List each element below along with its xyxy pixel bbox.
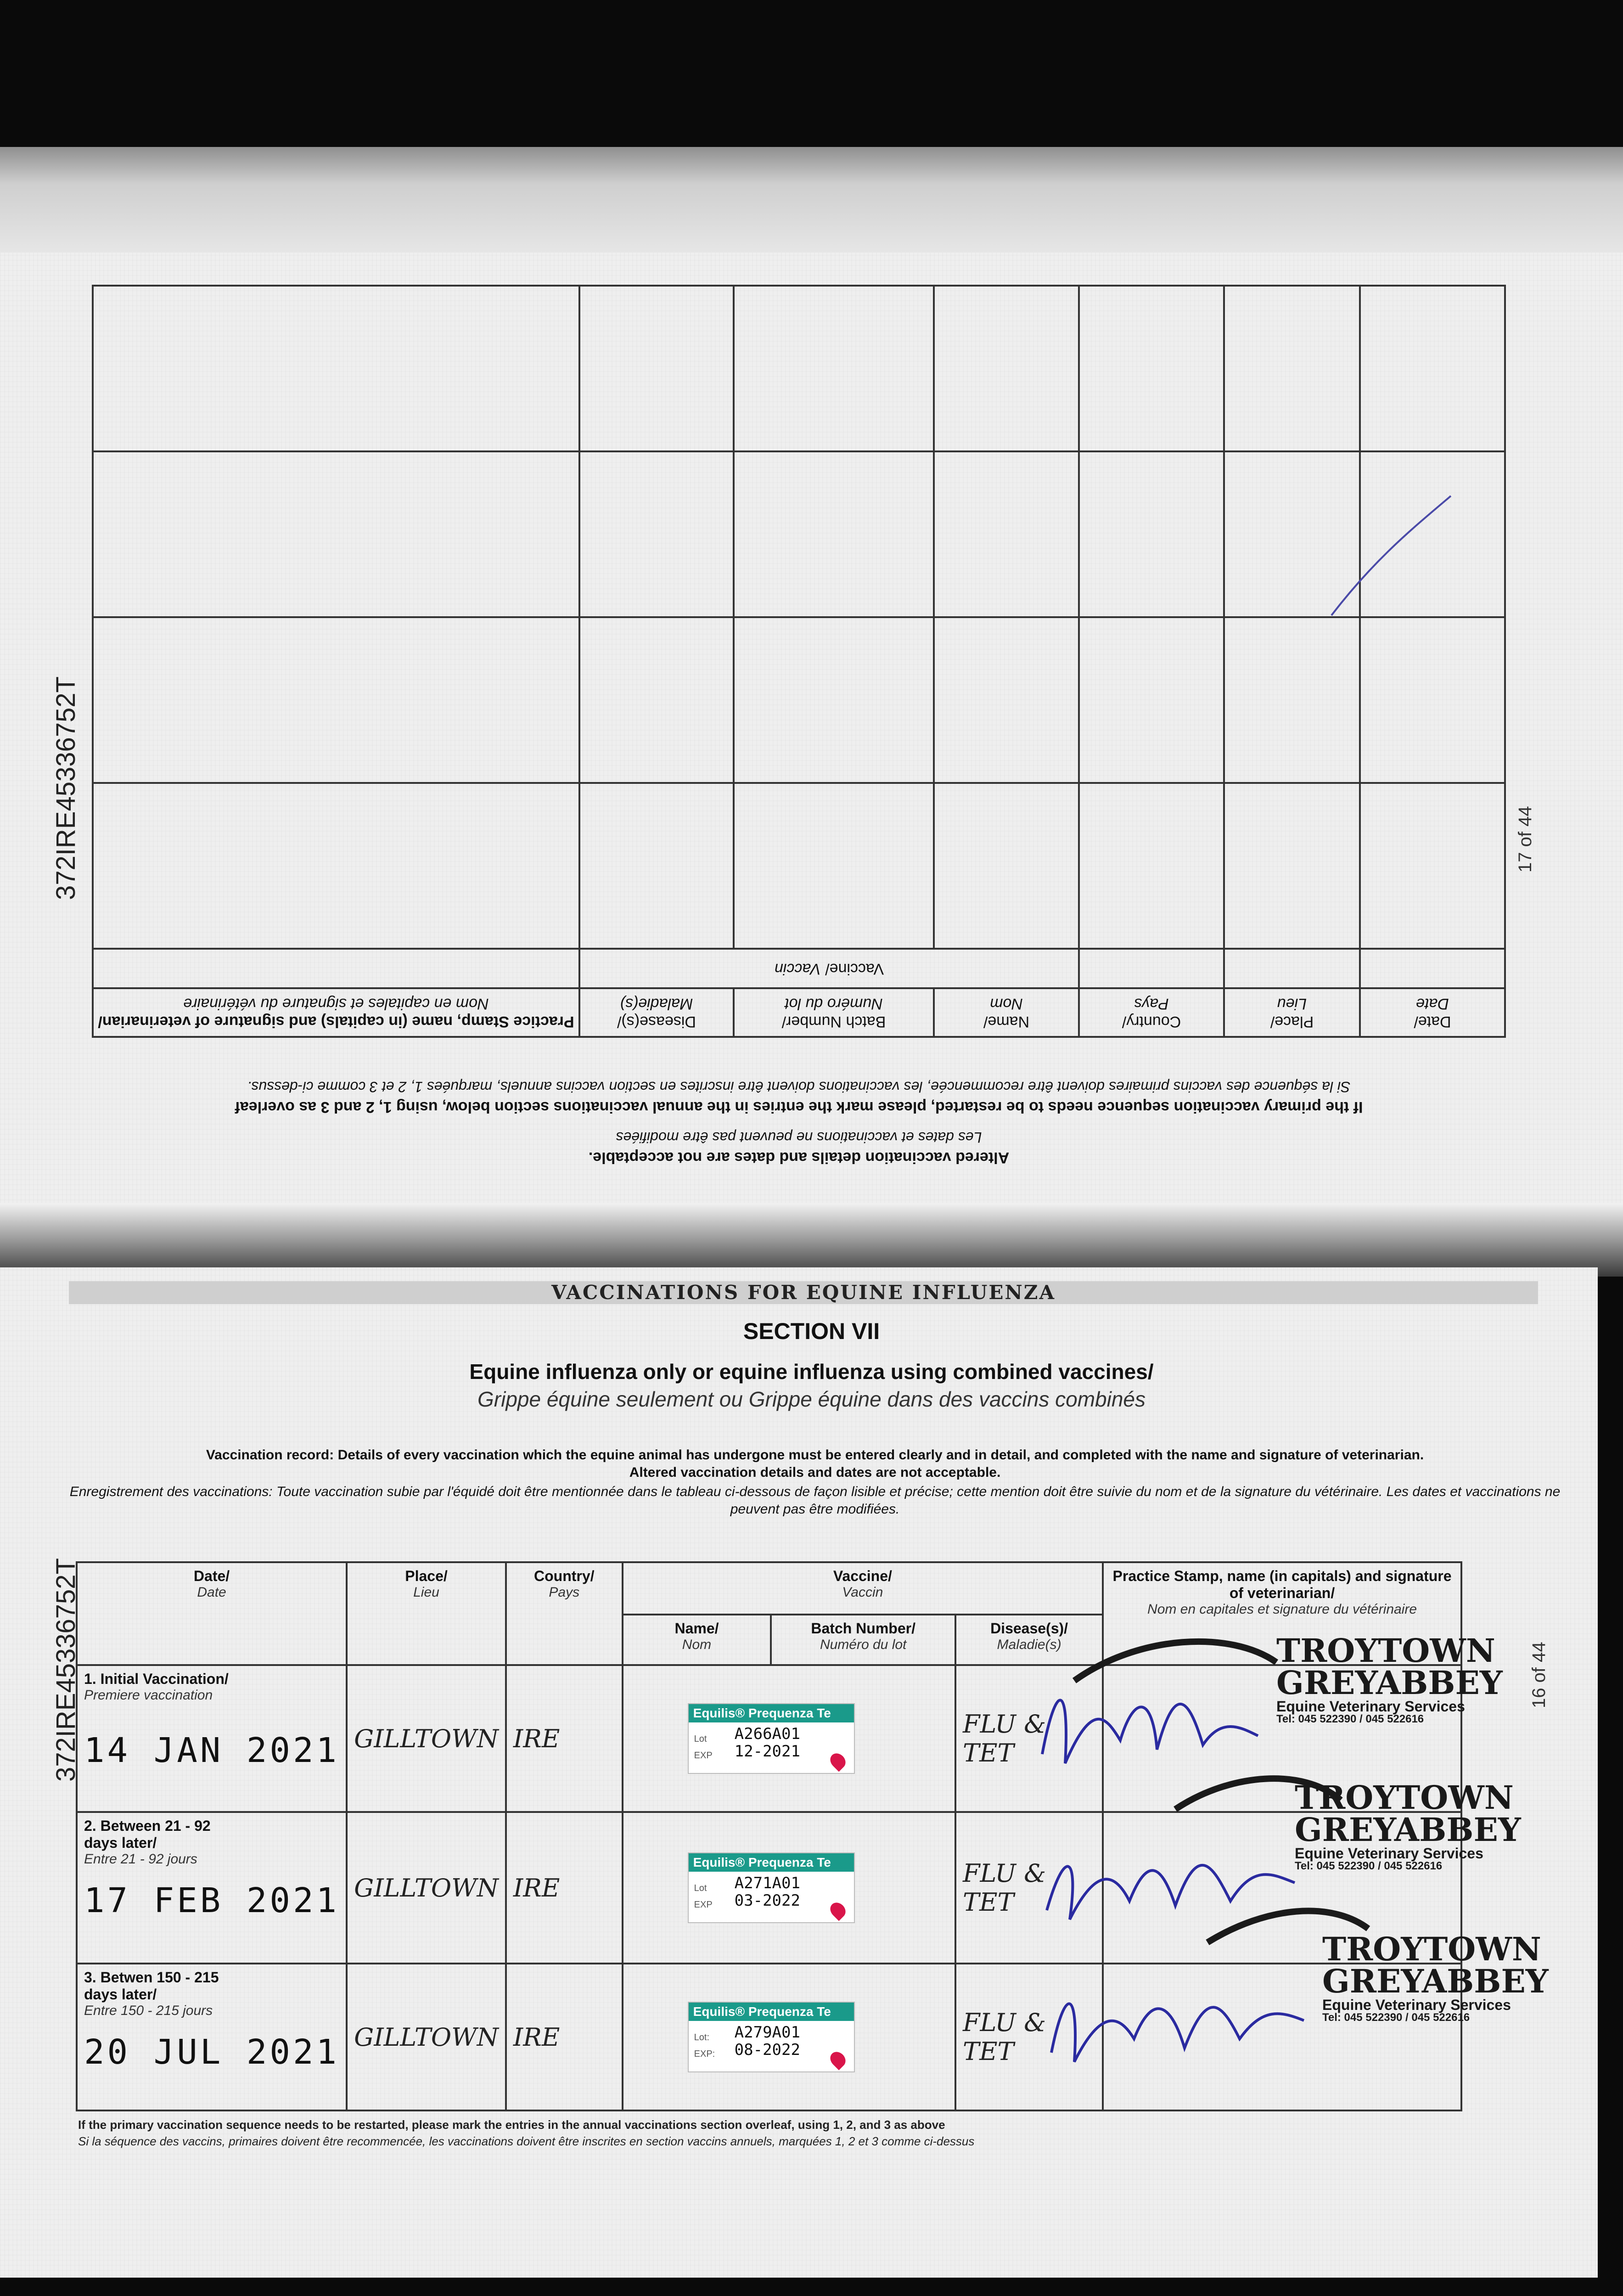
upper-header-date-fr: Date <box>1416 995 1449 1013</box>
upper-cell <box>1360 286 1505 451</box>
footer-note-fr: Si la séquence des vaccins, primaires doivent être recommencée, les vaccinations doivent être inscrites en section vaccins annuels, marquées 1, 2 et 3 comme ci-dessus <box>78 2134 975 2148</box>
stamp-and-signature-marks <box>1038 1626 1566 2122</box>
row-1-batch-number: A266A01 <box>734 1725 800 1743</box>
row-1-label-en: 1. Initial Vaccination/ <box>84 1671 229 1687</box>
row-1-sticker-labels <box>694 1731 713 1764</box>
record-instructions-fr: Enregistrement des vaccinations: Toute vaccination subie par l'équidé doit être mentionnée dans le tableau ci-dessous de façon lisible et précise; cette mention doit être suivie du nom et de la signature du vétérinaire. Les dates et vaccinations ne peuvent pas être modifiées. <box>69 1484 1561 1517</box>
upper-cell <box>1079 783 1224 949</box>
table-header-row <box>77 1562 1461 1615</box>
stamp-2-line2: GREYABBEY <box>1295 1811 1521 1849</box>
upper-cell <box>1360 783 1505 949</box>
row-1-label-fr: Premiere vaccination <box>84 1688 213 1703</box>
stamp-1-line1: TROYTOWN <box>1276 1632 1495 1670</box>
upper-cell <box>934 286 1079 451</box>
header-place <box>347 1562 506 1665</box>
upper-cell <box>734 286 934 451</box>
row-2-date-stamp: 17 FEB 2021 <box>84 1881 340 1920</box>
upper-empty-row <box>93 783 1505 949</box>
row-3-sticker-labels <box>694 2029 715 2062</box>
header-name <box>623 1615 771 1665</box>
stamp-1-line4: Tel: 045 522390 / 045 522616 <box>1276 1713 1424 1725</box>
record-instructions-en: Vaccination record: Details of every vaccination which the equine animal has undergone must be entered clearly and in detail, and completed with the name and signature of veterinarian. <box>206 1447 1424 1463</box>
upper-empty-row <box>93 617 1505 783</box>
book-spine-fold <box>0 1203 1623 1277</box>
upper-cell <box>734 617 934 783</box>
header-vaccine-fr: Vaccin <box>842 1585 883 1600</box>
upper-header-stamp <box>93 988 579 1037</box>
row-3-vaccine-sticker <box>688 2002 855 2072</box>
stamp-1-line3: Equine Veterinary Services <box>1276 1698 1465 1715</box>
row-3-batch-number: A279A01 <box>734 2023 800 2042</box>
header-date <box>77 1562 347 1665</box>
row-1-exp-label: EXP <box>694 1750 713 1761</box>
upper-cell <box>1224 949 1360 988</box>
upper-header-place <box>1224 988 1360 1037</box>
upper-header-name-fr: Nom <box>990 995 1023 1013</box>
upper-vaccination-table <box>92 285 1506 1038</box>
stamp-2-line1: TROYTOWN <box>1295 1778 1514 1817</box>
row-1-date-stamp: 14 JAN 2021 <box>84 1731 340 1770</box>
row-3-disease: FLU & TET <box>963 2008 1046 2066</box>
upper-header-stamp-fr: Nom en capitales et signature du vétérinaire <box>183 995 489 1013</box>
row-3-date-cell <box>77 1964 347 2110</box>
header-vaccine-en: Vaccine/ <box>833 1568 892 1584</box>
row-2-country: IRE <box>513 1873 560 1902</box>
upper-header-disease <box>579 988 734 1037</box>
header-stamp-fr: Nom en capitales et signature du vétérinaire <box>1147 1602 1417 1617</box>
header-country-fr: Pays <box>549 1585 580 1600</box>
upper-cell <box>1360 617 1505 783</box>
upper-header-date-en: Date/ <box>1414 1013 1451 1030</box>
row-3-lot-label: Lot: <box>694 2032 710 2043</box>
row-3-place-cell <box>347 1964 506 2110</box>
upper-header-country-en: Country/ <box>1122 1013 1181 1030</box>
row-2-batch-number: A271A01 <box>734 1874 800 1892</box>
upper-header-stamp-en: Practice Stamp, name (in capitals) and signature of veterinarian/ <box>98 1013 574 1030</box>
upper-empty-row <box>93 286 1505 451</box>
upper-header-name <box>934 988 1079 1037</box>
row-1-country-cell <box>506 1665 623 1812</box>
stamp-1-line2: GREYABBEY <box>1276 1664 1503 1702</box>
header-date-fr: Date <box>197 1585 226 1600</box>
row-2-label-en: 2. Between 21 - 92 days later/ <box>84 1818 211 1851</box>
header-batch-fr: Numéro du lot <box>820 1637 907 1652</box>
upper-cell <box>93 949 579 988</box>
row-2-country-cell <box>506 1812 623 1964</box>
veterinarian-signature-icon <box>1042 1700 1304 2062</box>
upper-cell <box>1079 451 1224 617</box>
upper-page-number: 17 of 44 <box>1515 806 1535 872</box>
upper-header-batch-en: Batch Number/ <box>781 1013 886 1030</box>
header-name-fr: Nom <box>682 1637 712 1652</box>
header-place-en: Place/ <box>405 1568 448 1584</box>
upper-header-vaccine-fr: Vaccin <box>774 960 821 978</box>
header-country-en: Country/ <box>534 1568 595 1584</box>
upper-cell <box>579 451 734 617</box>
row-1-disease: FLU & TET <box>963 1710 1046 1767</box>
header-batch-en: Batch Number/ <box>811 1620 915 1637</box>
upper-cell <box>1079 949 1224 988</box>
row-1-vaccine-cell <box>623 1665 955 1812</box>
upper-rotated-content <box>92 285 1506 1166</box>
header-name-en: Name/ <box>674 1620 719 1637</box>
upper-header-country-fr: Pays <box>1134 995 1169 1013</box>
row-3-expiry: 08-2022 <box>734 2041 800 2059</box>
header-vaccine <box>623 1562 1103 1615</box>
footer-note-en: If the primary vaccination sequence needs to be restarted, please mark the entries in the annual vaccinations section overleaf, using 1, 2, and 3 as above <box>78 2118 945 2132</box>
stamp-3-line1: TROYTOWN <box>1322 1930 1541 1968</box>
upper-diagonal-pen-mark <box>1322 487 1460 625</box>
row-1-sticker-title: Equilis® Prequenza Te <box>689 1704 854 1722</box>
row-1-place-cell <box>347 1665 506 1812</box>
scan-bottom-edge <box>0 2278 1623 2296</box>
stamp-3-line4: Tel: 045 522390 / 045 522616 <box>1322 2011 1470 2024</box>
upper-restart-note-fr: Si la séquence des vaccins primaires doivent être recommencée, les vaccinations doivent être inscrites en section vaccins annuels, marquées 1, 2 et 3 comme ci-dessus. <box>247 1079 1351 1095</box>
upper-cell <box>934 451 1079 617</box>
row-3-date-stamp: 20 JUL 2021 <box>84 2032 340 2072</box>
upper-cell <box>1079 286 1224 451</box>
row-3-country-cell <box>506 1964 623 2110</box>
upper-cell <box>1224 617 1360 783</box>
upper-header-date <box>1360 988 1505 1037</box>
upper-header-batch <box>734 988 934 1037</box>
upper-header-vaccine-en: Vaccine/ <box>825 960 884 978</box>
row-1-place: GILLTOWN <box>354 1724 499 1753</box>
row-2-expiry: 03-2022 <box>734 1891 800 1910</box>
upper-cell <box>579 783 734 949</box>
upper-serial-number: 372IRE45336752T <box>51 676 81 900</box>
section-title: SECTION VII <box>743 1318 880 1344</box>
header-stamp-en: Practice Stamp, name (in capitals) and signature of veterinarian/ <box>1112 1568 1452 1601</box>
upper-cell <box>93 451 579 617</box>
upper-cell <box>93 617 579 783</box>
row-2-place: GILLTOWN <box>354 1873 499 1902</box>
upper-cell <box>934 617 1079 783</box>
upper-cell <box>1079 617 1224 783</box>
row-3-place: GILLTOWN <box>354 2022 499 2052</box>
row-3-vaccine-cell <box>623 1964 955 2110</box>
record-instructions-en2: Altered vaccination details and dates are not acceptable. <box>629 1465 1001 1480</box>
stamp-3-line2: GREYABBEY <box>1322 1962 1549 2000</box>
lower-serial-number: 372IRE45336752T <box>51 1558 81 1782</box>
upper-header-place-en: Place/ <box>1270 1013 1314 1030</box>
stamp-2-line3: Equine Veterinary Services <box>1295 1845 1483 1862</box>
lower-page-number: 16 of 44 <box>1529 1642 1549 1708</box>
row-1-date-cell <box>77 1665 347 1812</box>
stamp-3-line3: Equine Veterinary Services <box>1322 1997 1511 2013</box>
upper-cell <box>93 286 579 451</box>
lower-running-header: VACCINATIONS FOR EQUINE INFLUENZA <box>69 1281 1538 1304</box>
upper-subheader-row <box>93 949 1505 988</box>
header-batch <box>771 1615 955 1665</box>
upper-header-disease-fr: Maladie(s) <box>620 995 693 1013</box>
row-2-sticker-labels <box>694 1880 713 1913</box>
upper-cell <box>734 783 934 949</box>
upper-cell <box>579 617 734 783</box>
upper-header-batch-fr: Numéro du lot <box>785 995 883 1013</box>
stamp-2-line4: Tel: 045 522390 / 045 522616 <box>1295 1860 1443 1872</box>
upper-header-country <box>1079 988 1224 1037</box>
row-3-sticker-title: Equilis® Prequenza Te <box>689 2003 854 2021</box>
header-disease-fr: Maladie(s) <box>997 1637 1061 1652</box>
upper-header-name-en: Name/ <box>983 1013 1030 1030</box>
row-3-country: IRE <box>513 2022 560 2052</box>
row-2-vaccine-cell <box>623 1812 955 1964</box>
upper-empty-row <box>93 451 1505 617</box>
row-2-label-fr: Entre 21 - 92 jours <box>84 1851 197 1867</box>
stamp-swoosh-icon <box>1074 1642 1368 1942</box>
row-1-country: IRE <box>513 1724 560 1753</box>
upper-cell <box>93 783 579 949</box>
row-1-expiry: 12-2021 <box>734 1742 800 1761</box>
section-subtitle-fr: Grippe équine seulement ou Grippe équine dans des vaccins combinés <box>477 1387 1146 1411</box>
upper-cell <box>579 286 734 451</box>
row-3-exp-label: EXP: <box>694 2049 715 2059</box>
upper-cell <box>934 783 1079 949</box>
row-2-sticker-title: Equilis® Prequenza Te <box>689 1853 854 1872</box>
upper-page-curl <box>0 147 1623 253</box>
row-2-vaccine-sticker <box>688 1852 855 1923</box>
row-2-date-cell <box>77 1812 347 1964</box>
upper-header-row <box>93 988 1505 1037</box>
upper-header-place-fr: Lieu <box>1277 995 1307 1013</box>
upper-cell <box>1224 783 1360 949</box>
header-date-en: Date/ <box>193 1568 230 1584</box>
row-2-disease: FLU & TET <box>963 1859 1046 1917</box>
row-2-exp-label: EXP <box>694 1900 713 1910</box>
upper-cell <box>734 451 934 617</box>
row-2-place-cell <box>347 1812 506 1964</box>
row-1-vaccine-sticker <box>688 1703 855 1774</box>
upper-altered-notice-fr: Les dates et vaccinations ne peuvent pas être modifiées <box>616 1129 982 1146</box>
upper-altered-notice-en: Altered vaccination details and dates are not acceptable. <box>588 1149 1010 1166</box>
upper-cell <box>1360 949 1505 988</box>
row-3-label-en: 3. Betwen 150 - 215 days later/ <box>84 1969 219 2003</box>
row-2-lot-label: Lot <box>694 1883 707 1893</box>
upper-header-disease-en: Disease(s)/ <box>617 1013 696 1030</box>
header-disease-en: Disease(s)/ <box>990 1620 1068 1637</box>
row-3-label-fr: Entre 150 - 215 jours <box>84 2003 213 2018</box>
section-subtitle-en: Equine influenza only or equine influenza using combined vaccines/ <box>469 1360 1154 1384</box>
header-place-fr: Lieu <box>413 1585 439 1600</box>
upper-vaccine-group-header <box>579 949 1079 988</box>
upper-restart-note-en: If the primary vaccination sequence needs to be restarted, please mark the entries in the annual vaccinations section below, using 1, 2 and 3 as overleaf <box>235 1098 1363 1116</box>
header-country <box>506 1562 623 1665</box>
upper-cell <box>1224 286 1360 451</box>
row-1-lot-label: Lot <box>694 1734 707 1744</box>
